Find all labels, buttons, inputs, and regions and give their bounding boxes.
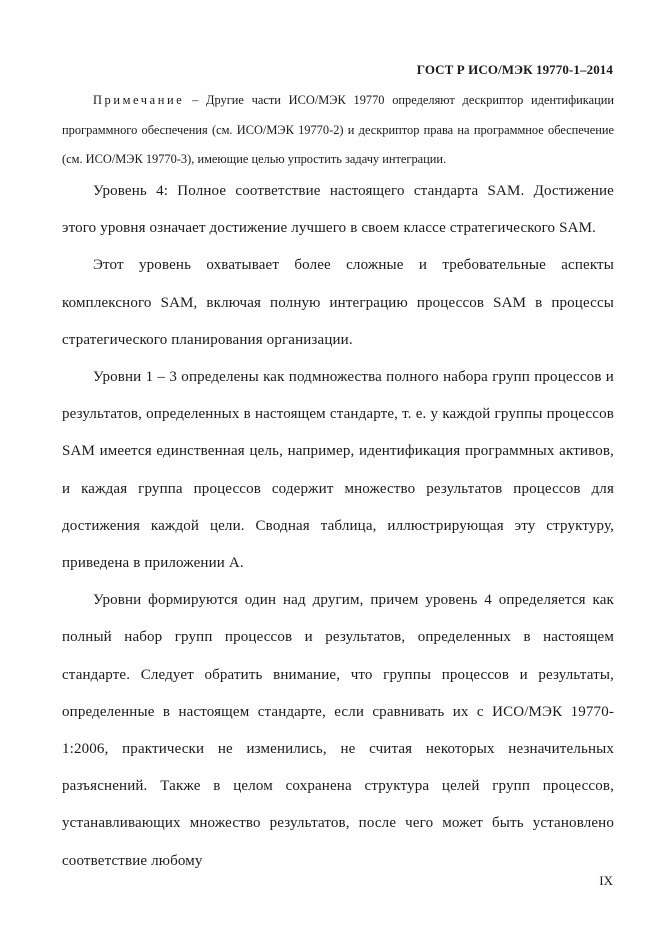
paragraph: Уровни 1 – 3 определены как подмножества полного набора групп процессов и результатов, определенных в настоящем стандарте, т. е. у каждой группы процессов SAM имеется единственная цель, например, идентификация программных активов, и каждая группа процессов содержит множество результатов процессов для достижения каждой цели. Сводная таблица, иллюстрирующая эту структуру, приведена в приложении А.	[62, 369, 614, 572]
note-label: Примечание	[93, 93, 185, 107]
note-text: Другие части ИСО/МЭК 19770 определяют дескриптор идентификации программного обеспечения (см. ИСО/МЭК 19770-2) и дескриптор права на программное обеспечение (см. ИСО/МЭК 19770-3), имеющие целью упростить задачу интеграции.	[62, 93, 615, 166]
note-dash: –	[184, 93, 207, 107]
document-header: ГОСТ Р ИСО/МЭК 19770-1–2014	[416, 62, 613, 77]
note	[62, 86, 614, 175]
body-text	[62, 173, 614, 880]
paragraph: Уровни формируются один над другим, причем уровень 4 определяется как полный набор групп процессов и результатов, определенных в настоящем стандарте. Следует обратить внимание, что группы процессов и результаты, определенные в настоящем стандарте, если сравнивать их с ИСО/МЭК 19770-1:2006, практически не изменились, не считая некоторых незначительных разъяснений. Также в целом сохранена структура целей групп процессов, устанавливающих множество результатов, после чего может быть установлено соответствие любому	[62, 592, 614, 869]
paragraph: Уровень 4: Полное соответствие настоящего стандарта SAM. Достижение этого уровня означает достижение лучшего в своем классе стратегического SAM.	[62, 183, 614, 237]
paragraph: Этот уровень охватывает более сложные и требовательные аспекты комплексного SAM, включая полную интеграцию процессов SAM в процессы стратегического планирования организации.	[62, 257, 614, 348]
page-number: IX	[599, 873, 613, 888]
